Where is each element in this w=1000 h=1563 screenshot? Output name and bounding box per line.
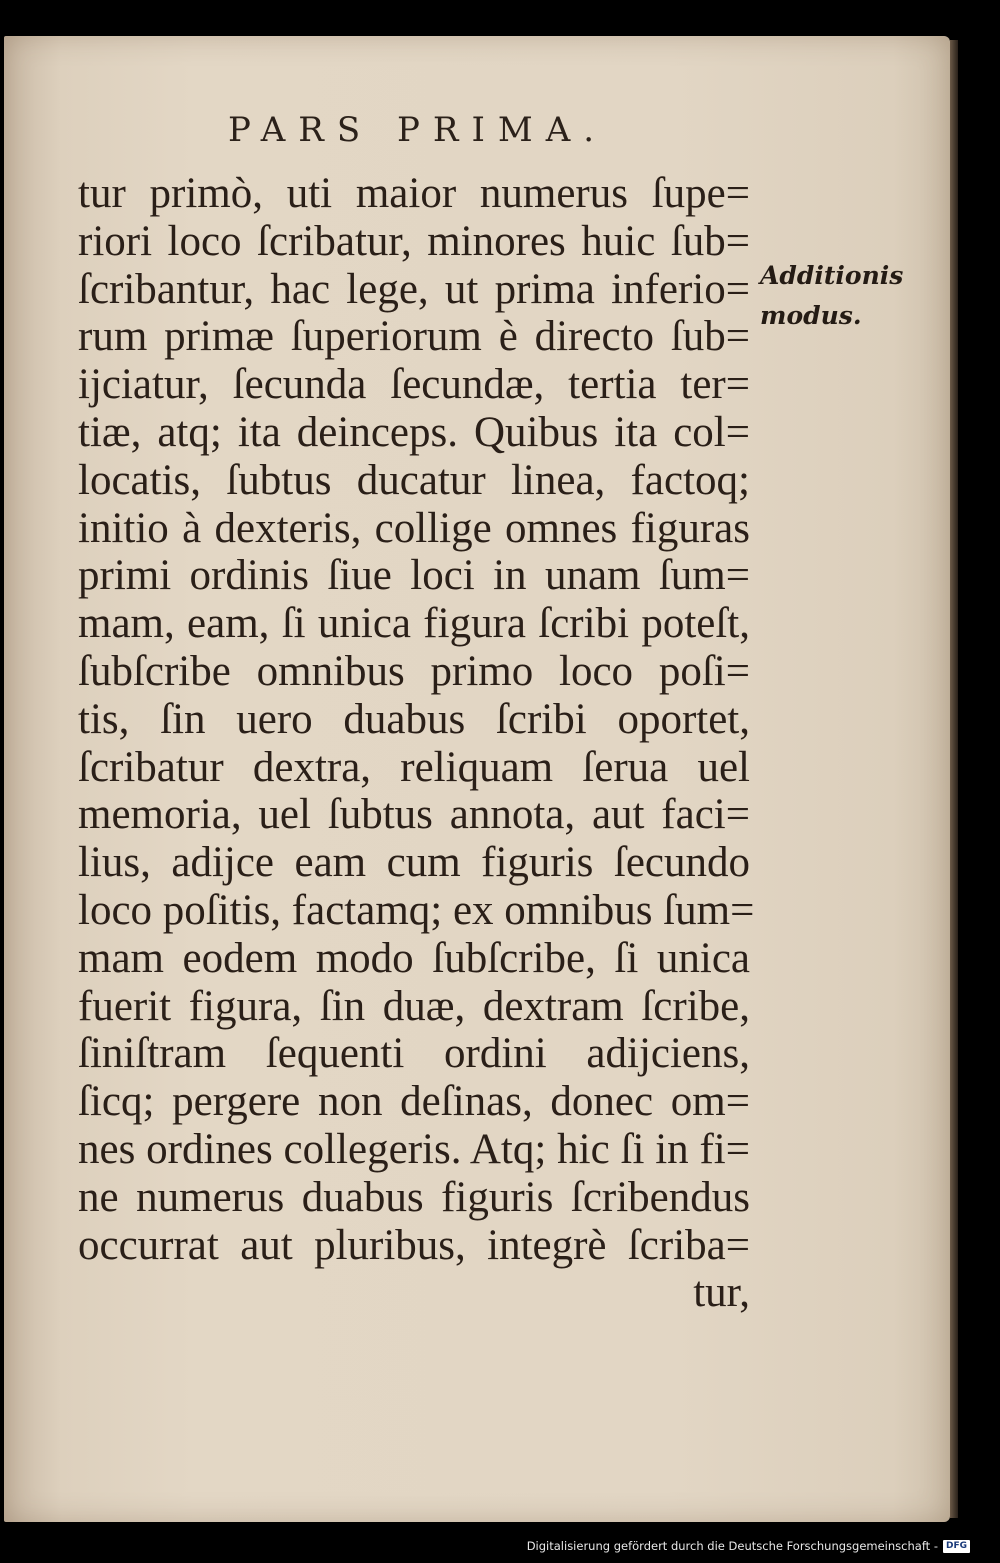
text-line: ſiniſtram ſequenti ordini adijciens,	[78, 1030, 750, 1078]
text-line: fuerit figura, ſin duæ, dextram ſcribe,	[78, 982, 750, 1030]
text-line: tur,	[693, 1269, 750, 1317]
body-text	[78, 170, 755, 1317]
marginal-note	[760, 256, 903, 336]
text-line: tur primò, uti maior numerus ſupe=	[78, 170, 750, 217]
text-line: nes ordines collegeris. Atq; hic ſi in fi=	[78, 1125, 750, 1173]
text-line: ijciatur, ſecunda ſecundæ, tertia ter=	[78, 361, 750, 409]
text-line: primi ordinis ſiue loci in unam ſum=	[78, 552, 750, 600]
text-line: occurrat aut pluribus, integrè ſcriba=	[78, 1221, 750, 1269]
dfg-logo: DFG	[943, 1540, 970, 1553]
credit-text: Digitalisierung gefördert durch die Deutsche Forschungsgemeinschaft -	[526, 1539, 938, 1553]
text-line: locatis, ſubtus ducatur linea, factoq;	[78, 456, 750, 504]
running-head: PARS PRIMA.	[228, 110, 608, 150]
text-line: ſubſcribe omnibus primo loco poſi=	[78, 647, 750, 695]
text-line: ſcribatur dextra, reliquam ſerua uel	[78, 743, 750, 791]
text-line: ſicq; pergere non deſinas, donec om=	[78, 1078, 750, 1126]
text-line: loco poſitis, factamq; ex omnibus ſum=	[78, 886, 755, 934]
text-line: initio à dexteris, collige omnes figuras	[78, 504, 750, 552]
text-line: ne numerus duabus figuris ſcribendus	[78, 1173, 750, 1221]
digitization-credit	[527, 1539, 970, 1553]
page-edge	[950, 40, 958, 1518]
text-line: mam, eam, ſi unica figura ſcribi poteſt,	[78, 600, 750, 648]
text-line: riori loco ſcribatur, minores huic ſub=	[78, 217, 750, 265]
text-line: rum primæ ſuperiorum è directo ſub=	[78, 313, 750, 361]
text-line: lius, adijce eam cum figuris ſecundo	[78, 839, 750, 887]
text-line: ſcribantur, hac lege, ut prima inferio=	[78, 265, 750, 313]
text-line: memoria, uel ſubtus annota, aut faci=	[78, 791, 750, 839]
text-line: tiæ, atq; ita deinceps. Quibus ita col=	[78, 408, 750, 456]
text-line: tis, ſin uero duabus ſcribi oportet,	[78, 695, 750, 743]
marginal-note-line: Additionis	[760, 261, 904, 290]
text-line: mam eodem modo ſubſcribe, ſi unica	[78, 934, 750, 982]
marginal-note-line: modus.	[760, 301, 862, 330]
